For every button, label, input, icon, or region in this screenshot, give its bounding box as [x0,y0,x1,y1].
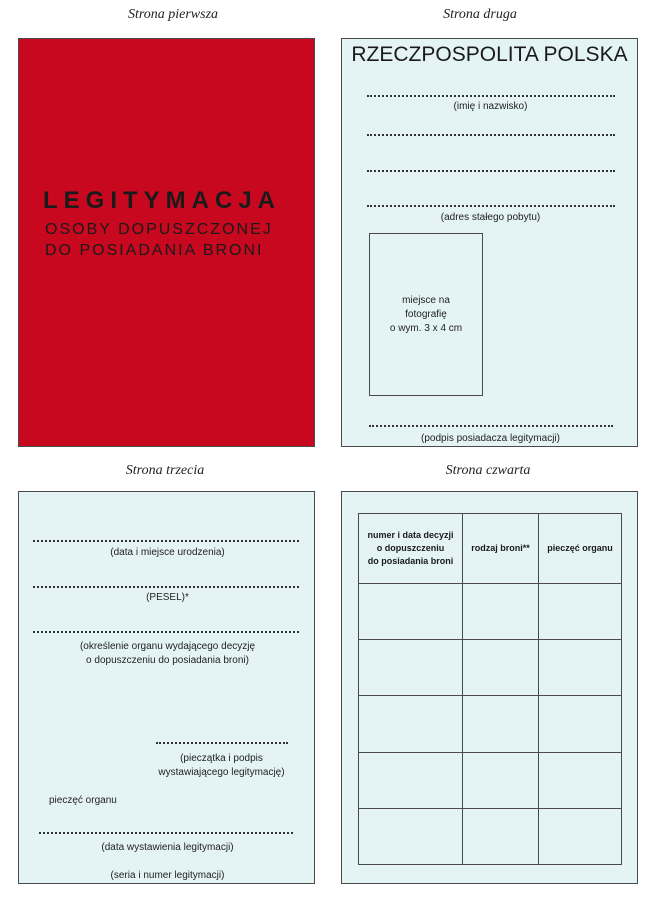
page-three [18,491,315,884]
signature-label: (podpis posiadacza legitymacji) [421,433,560,444]
cover-page [18,38,315,447]
pesel-label: (PESEL)* [146,592,189,603]
photo-placeholder [369,233,483,396]
serial-label: (seria i numer legitymacji) [110,870,225,881]
cover-subtitle-line-1: OSOBY DOPUSZCZONEJ [45,221,273,238]
table-cell[interactable] [359,752,463,808]
table-cell[interactable] [359,584,463,640]
column-header-weapon-type: rodzaj broni** [463,514,539,584]
authority-label-line-2: o dopuszczeniu do posiadania broni) [86,655,249,666]
table-cell[interactable] [463,640,539,696]
table-cell[interactable] [359,640,463,696]
caption-page-2: Strona druga [443,7,517,22]
name-line [367,95,615,97]
table-cell[interactable] [463,752,539,808]
table-cell[interactable] [539,752,622,808]
stamp-line [156,742,288,744]
caption-page-4: Strona czwarta [445,463,531,478]
table-cell[interactable] [463,808,539,864]
table-header-row [359,514,622,584]
issue-date-line [39,832,293,834]
caption-page-1: Strona pierwsza [127,7,219,22]
table-cell[interactable] [359,808,463,864]
column-header-decision: numer i data decyzji o dopuszczeniu do posiadania broni [359,514,463,584]
authority-line [33,631,299,633]
country-header: RZECZPOSPOLITA POLSKA [351,43,628,66]
signature-line [369,425,613,427]
address-line-1 [367,134,615,136]
stamp-label-line-2: wystawiającego legitymację) [158,767,285,778]
table-cell[interactable] [539,696,622,752]
birth-label: (data i miejsce urodzenia) [110,547,225,558]
caption-page-3: Strona trzecia [125,463,205,478]
issue-date-label: (data wystawienia legitymacji) [101,842,234,853]
name-label: (imię i nazwisko) [453,101,528,112]
table-row [359,752,622,808]
cover-title: LEGITYMACJA [43,187,282,214]
seal-label: pieczęć organu [49,795,117,806]
table-cell[interactable] [359,696,463,752]
table-row [359,808,622,864]
pesel-line [33,586,299,588]
authority-label-line-1: (określenie organu wydającego decyzję [79,641,256,652]
birth-line [33,540,299,542]
decisions-table [358,513,622,865]
address-line-3 [367,205,615,207]
photo-placeholder-text: miejsce na fotografię o wym. 3 x 4 cm [389,294,463,334]
table-cell[interactable] [539,584,622,640]
table-cell[interactable] [463,584,539,640]
address-line-2 [367,170,615,172]
stamp-label-line-1: (pieczątka i podpis [180,753,263,764]
address-label: (adres stałego pobytu) [440,212,541,223]
table-cell[interactable] [463,696,539,752]
page-two [341,38,638,447]
table-cell[interactable] [539,640,622,696]
column-header-seal: pieczęć organu [539,514,622,584]
cover-subtitle-line-2: DO POSIADANIA BRONI [45,242,264,259]
table-row [359,584,622,640]
table-row [359,640,622,696]
page-four [341,491,638,884]
table-cell[interactable] [539,808,622,864]
table-row [359,696,622,752]
